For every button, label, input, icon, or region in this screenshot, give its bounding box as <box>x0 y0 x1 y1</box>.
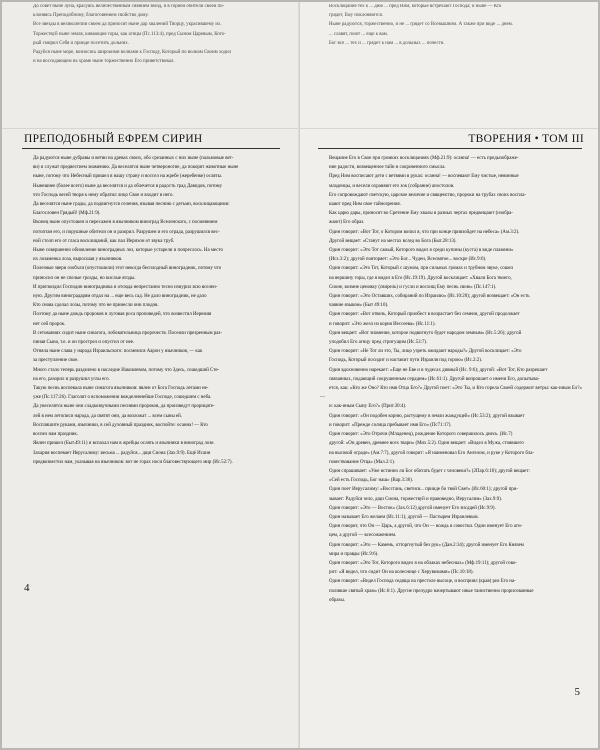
right-body-line: и: как-иным Сыну Его?» (Прит.30:4). <box>329 404 407 410</box>
left-body-line: на его, разорил и разрушил углы его. <box>33 376 110 382</box>
right-above-line: ... славят, поют ... еще к вам. <box>329 31 388 37</box>
right-body-line: связанных, подающий сокрушенным сердцем» (Ис.61:1). Другой вопрошает о имени Его, допытыва- <box>329 376 540 382</box>
left-body-line: за преступление свое. <box>33 358 79 364</box>
right-body-line: Господь, Который посидит и наставит пути Израиля под горою» (Ис.2:2). <box>329 358 483 364</box>
right-header-rule <box>318 148 582 149</box>
left-body-line: Да радуются ныне дубравы и ветви на древах своих, обо срезанных с них ныне (пальмовые вет- <box>33 156 234 161</box>
left-above-line: До совет ныне луна, красуясь величественным сиянием звезд, и в горней обители своей по- <box>33 4 225 9</box>
left-body-line: Захария воспевает Иерусалиму: весьма ... радуйся... дщи Сиона (Зах.9:9). Ещё Исаии <box>33 450 211 456</box>
left-above-line: Все звезды в великолепии своем да приносят ныне дар хвалений Творцу, украсившему их. <box>33 22 222 28</box>
right-body-line: Один говорит: «Видел Господа седяща на престоле высоце, и восприял (края) риз Его на- <box>329 579 516 585</box>
right-body-line: другой: «Он древен, древнее всех твари» (Мих.5:2). Один вещает: «Видел я Мужа, стоявшего <box>329 441 524 447</box>
left-body-line: уже (Пс.117:26). Глаголят о вспоможении вожделеннейше Господе, сошедшем с неба. <box>33 395 212 401</box>
right-page-divider <box>300 128 598 129</box>
right-body-line: рит: «Я видел, что сидит Он на колеснице с Херувимами» (Пс.10:18). <box>329 570 474 576</box>
left-body-line: Нынешнее (более всего) ныне да веселятся и да облечется в радость град Давидов, потому <box>33 183 223 189</box>
right-page-number: 5 <box>574 686 580 698</box>
left-body-line: В сетованиях сидит ныне синагога, лобовательница пророчеств. Посеяли презренным раз- <box>33 330 222 336</box>
right-body-line: Один говорит: «Это Отрочи (Младенец), рождение Которого совершилось днесь. (Ис.7) <box>329 432 513 438</box>
left-above-line: Радуйся ныне море, возносясь широкими волнами к Господу, Который по волнам Своим ходил <box>33 50 232 56</box>
left-above-line: Торжествуй ныне земля, кивающие горы, как агнцы (Пс.113:4), пред Сыном Царевым, Кото- <box>33 31 226 37</box>
left-body-line: И пригвоздил Господин виноградника и отсюда непрестанно тесно изнурил всю вселен- <box>33 284 218 290</box>
left-body-text <box>24 154 278 590</box>
right-body-text <box>320 154 582 714</box>
left-body-line: Ныне совершенно обновление виноградных лоз, которые устарели и попреслось. На место <box>33 248 223 254</box>
left-above-line: рый смирил Себя и прииде посетить дольних. <box>33 40 129 46</box>
left-body-line: воспел нам праздник. <box>33 432 78 438</box>
left-top-faded-region <box>2 2 300 128</box>
left-body-line: приносил он не спелые грозды, но кислые ягоды. <box>33 275 136 281</box>
left-body-line: Воспляшите руками, язычники, в сей духовный праздник, воспойте: осанна! — Кто <box>33 422 208 428</box>
right-body-line: Один говорит, что Он — Царь, а другой, что Он — вождь в совестки. Один именует Его агн- <box>329 524 523 530</box>
left-page-divider <box>2 128 300 129</box>
left-body-line: Отняла ныне слава у народа Израильского: посмеялся Аарон у язычников, — как <box>33 349 203 355</box>
right-body-line: мира и правды (Ис.9:6). <box>329 551 379 557</box>
right-body-line: уподобил Его агнцу пред стригущим (Ис.53:7). <box>329 340 428 346</box>
right-body-line: ние радости, возвещенное тайн и сокровенного смысла. <box>329 165 446 171</box>
right-body-line: Вещание Его в Свое при громких восклицаниях (Мф.21:9): осанна! — есть предызображе- <box>329 156 519 161</box>
right-body-line: зывает: Радуйся зело, дщи Сиона, торжествуй и правоведно, Иерусалим» (Зах.9:9). <box>329 496 502 502</box>
left-page-number: 4 <box>24 582 30 594</box>
right-body-line: Его сопровождают светскую, царское величие и священство, пророки на трубах своих воспла- <box>329 192 526 198</box>
right-body-line: Один поет Иерусалиму: «Восстань, светися... прииде бо твой Свет» (Ис.60:1); другой при- <box>329 487 518 493</box>
right-body-line: Как царю дары, приносят во Сретение Ему хвалы в разных чертах предвещают (изобра- <box>329 211 513 217</box>
left-page <box>2 2 300 748</box>
right-page <box>300 2 598 748</box>
left-body-line: предвозвестил нам, указывая на язычников: вот не горах носи благовествующего мир (Ис.52:7). <box>33 459 233 465</box>
right-body-line: Один говорит: «Это Тот самый, Которого видел я среди купины (куста) в виде пламени» <box>329 248 514 254</box>
right-body-line: (Исх.3:2); другой повторяет: «Это Бог... Чудеи, Всесвятое... воскре (Ис.9:6). <box>329 257 487 263</box>
right-body-line: шают пред Ним свое тайнозрения. <box>329 202 401 208</box>
right-above-line: Ныне радуются, торжественно, и не ... грядет со Всевышним. А также при виде ... днем. <box>329 22 513 28</box>
right-body-line: на вершину горы, где я видел в Его (Ис.19:19). Другой восклицает: «Хвали Бога твоего, <box>329 275 512 281</box>
left-body-line: ную. Другим виноградарям отдал на ... еще весь сад. Не дало виноградник, не дало <box>33 294 207 300</box>
left-body-line: Явлен пришел (Быт.49:11) и вспахал нам в жребцы ослять и язычники в виноград лозе. <box>33 441 215 447</box>
left-body-line: нет сей пророк. <box>33 321 66 327</box>
right-body-line: Один говорит: «Вот Тот, о Котором вопил я, что при конце привзойдет на небеса» (Ам.3:2). <box>329 229 520 235</box>
left-body-line: потоптан его, и порушные обители он и разорил. Разрушен и его ограда, разрушился вес- <box>33 229 220 235</box>
right-body-line: ется, как: «Кто же Оно? Кто имя Отца Его?» Другой поет: «Это Ты, и Кто горела Своей содержит ветры: как-иным Ел?» — <box>320 386 582 401</box>
right-body-line: Один говорит: «Это Тот, Которого видел я на облаках небесных» (Мф.19:11); другой гово- <box>329 560 517 566</box>
left-body-line: лей в нем летописи народа, да святят они, да возложат ... всем сыны ей. <box>33 413 183 419</box>
right-body-line: «Сей есть Господь, Бог наш» (Вар.3:36). <box>329 478 414 484</box>
left-body-line: ной столп его от гласа восклицаний, как пал Иерихон от звука труб. <box>33 238 175 244</box>
right-body-line: цем, а другой — всесожжением. <box>329 533 397 539</box>
left-body-line: пиная Сына, т.е. и он прострел и опустил от нее. <box>33 340 135 346</box>
left-above-line: и на восседающем на храме ныне торжественно Его приветствовал. <box>33 59 175 65</box>
right-body-line: Один говорит: «Не Тот ли это, Ты, лицо узреть ожидают народы?» Другой восклицает: «Это <box>329 349 522 355</box>
left-body-line: их лозаменка лоза, выросшая у язычников. <box>33 257 123 263</box>
right-body-line: Одни говорят: «Это Тот, Который с шумом, при сильных громах и трубном звуке, сошел <box>329 266 514 272</box>
right-body-line: и говорит: «Это жезл из корня Иессеева» (Ис.11:1). <box>329 321 436 327</box>
right-body-line: Сионе, возмне ценовку (свирель) и гусли и восхищ Ему песнь свою» (Пс.147:1). <box>329 284 497 290</box>
right-running-head: ТВОРЕНИЯ • ТОМ III <box>468 133 584 145</box>
book-spread <box>2 2 598 748</box>
right-top-faded-region <box>300 2 598 128</box>
left-body-line: Да веселятся ныне грады, да подвигнутся селения, взывая песнию с детьми, восклицающими: <box>33 202 230 208</box>
right-body-line: чаяние языком» (Быт 49:10). <box>329 303 389 309</box>
right-body-line: Один называет Его желаем (Ис.11:1); другой — Пастырем Израилевым. <box>329 514 479 520</box>
right-body-line: Один спрашивает: «Уже истинно ли Бог обитать будет с человеки?» (2Пар.6:18); другой вещает: <box>329 468 530 474</box>
left-body-line: Кто снова сделал лозы, потому что не принесли они плодов. <box>33 303 159 309</box>
left-body-line: Много стало теперь разделено в наследие Иаковлевом, потому что Здесь, сошедший Сте- <box>33 367 220 373</box>
left-body-line: Да увеселятся ныне они сладкозвучными песнями пророков, да произведут прорицате- <box>33 404 215 410</box>
left-body-line: Полезные звери озобхли (опустошили) этот некогда бесплодный виноградник, потому что <box>33 266 222 272</box>
right-body-line: образы. <box>329 597 345 603</box>
left-body-line: Благословен Грядый! (Мф.21:9). <box>33 211 101 217</box>
right-body-line: Один вещает: «Вот знамение, которое подвигнуто будет народом земным» (Ис.5:26); другой <box>329 330 522 336</box>
left-body-line: Такую песнь воспевала ныне синагога язычников: явлен от Бога Господь летами не- <box>33 386 209 392</box>
left-body-line: ви) и служат предвестием знамению. Да веселятся ныне четвероногие, да покорят животные ныне <box>33 165 239 171</box>
right-body-line: жают) Его образ. <box>329 220 365 226</box>
right-body-line: и говорит: «Прежде солнца пребывает имя Его» (Пс71:17). <box>329 422 452 428</box>
right-body-line: Один говорит: «Он подобен корню, растущему в земли жаждущей» (Ис.53:2); другой взывает <box>329 413 525 419</box>
right-body-line: Пред Ним восписают дети с ветвями в руках: осанна! — воспевают Ему чистые, невинные <box>329 174 519 180</box>
left-running-head: ПРЕПОДОБНЫЙ ЕФРЕМ СИРИН <box>24 133 203 145</box>
right-lines-above-header <box>320 2 582 128</box>
right-body-line: говествование Отца» (Мал.2:1). <box>329 459 396 465</box>
right-body-line: Один говорит: «Это — Восток» (Зах.6:12) другой именует Его зисдцей (Ис.9:9). <box>329 505 496 511</box>
right-body-line: младенцы, и весели охраняют его зок (собрание) апостолов. <box>329 183 455 189</box>
right-above-line: Восклицание тех к ... дню ... пред Ним, которые встречают Господа; и ныне — Кто <box>329 4 502 9</box>
right-body-line: Один говорит: «Это Оставших, собираний по Израилю» (Ис.10:20); другой возвещает: «Он есть <box>329 294 530 300</box>
left-body-line: Поэтому да ныне дождь пророков и луговая роса проповедей, что возвестил Иеремия <box>33 312 212 318</box>
left-body-line: что Господь весей творя к нему обратил лицо Свое и входит в него. <box>33 192 174 198</box>
right-body-line: Один говорит: «Вот отвель, Который приобест в возрастает без семени, другой продолжает <box>329 312 520 318</box>
left-lines-above-header <box>24 2 278 128</box>
right-body-line: на высокой ограде» (Ам.7:7), другой говорит: «Я наименовал Его Ангелом, и руке у Которого бла- <box>329 450 535 456</box>
right-above-line: грядет, Ему поклоняются. <box>329 13 383 19</box>
right-body-line: полняше святый храм» (Ис.6:1). Другие прелудро начертывают иные таинственно прорисованные <box>329 588 534 594</box>
right-above-line: Бог все ... тех и ... грядет к нам ... в дольных ... почести. <box>329 40 445 46</box>
left-header-rule <box>22 148 280 149</box>
left-body-line: Вконец ныне опустошен и пересажен в язычником виноград Вселенского, с посмеянием <box>33 220 218 226</box>
right-body-line: Один вдохновенно нарекает: «Еще не Еве и в чудесах дивный (Ис. 9:6); другой: «Вот Тот, Кто разрешает <box>329 367 548 373</box>
right-body-line: Один говорит: «Это — Камень, отторгнутый без рук» (Дан.2:34); другой именует Его Князем <box>329 542 524 548</box>
left-body-line: ныне, потому что Небесный пришел в нашу страну и воссел на жребе (жеребенке) осляты. <box>33 174 223 180</box>
left-above-line: клоняясь Преподобному, благоговением свойство дому. <box>33 13 149 19</box>
right-body-line: Другой вещает: «Станут на местах вслед во Бога (Быт.28:13). <box>329 238 457 244</box>
